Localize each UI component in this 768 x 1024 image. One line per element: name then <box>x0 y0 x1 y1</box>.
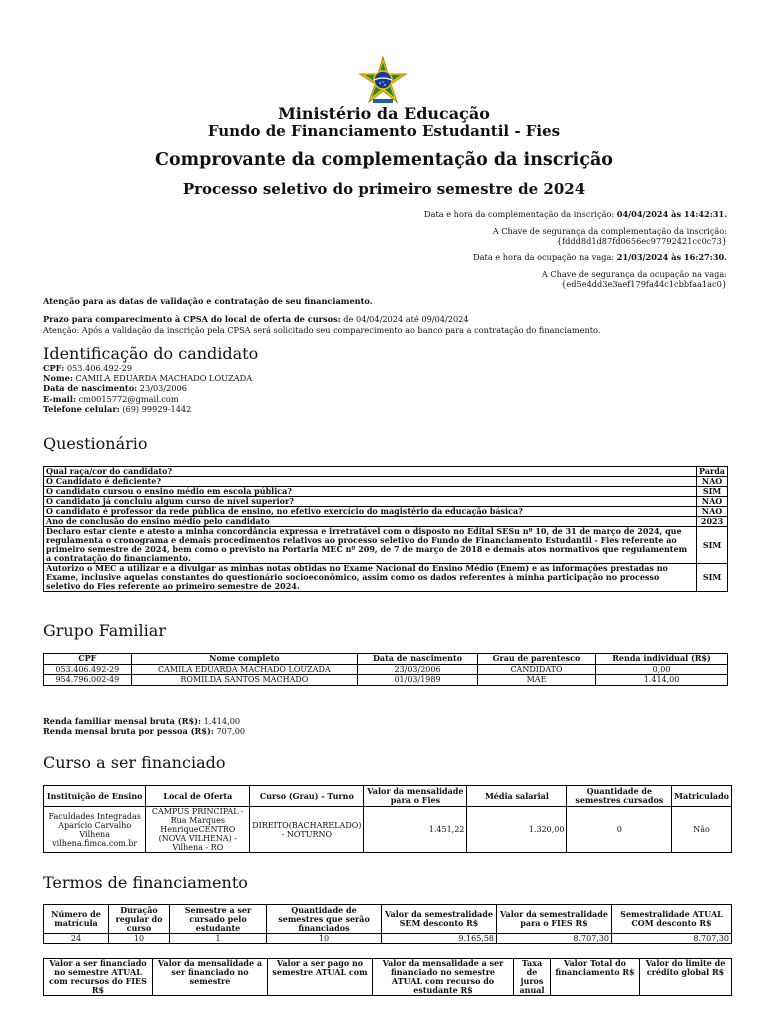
question-cell: O candidato é professor da rede pública de ensino, no efetivo exercício do magistério da educação básica? <box>44 507 697 517</box>
grupo-familiar-table <box>43 653 728 686</box>
identificacao-title: Identificação do candidato <box>43 344 259 363</box>
answer-cell: SIM <box>697 564 728 592</box>
nascimento-value: 23/03/2006 <box>137 383 187 394</box>
curso-title: Curso a ser financiado <box>43 753 226 772</box>
header-recurso-estudante: Valor da mensalidade a ser financiado no semestre ATUAL com recurso do estudante R$ <box>373 959 514 996</box>
answer-cell: NÃO <box>697 507 728 517</box>
chave-complementacao-value: {fddd8d1d87fd0656ec97792421cc0c73} <box>556 236 727 246</box>
table-cell: CAMILA EDUARDA MACHADO LOUZADA <box>131 664 357 675</box>
answer-cell: NÃO <box>697 497 728 507</box>
answer-cell: SIM <box>697 487 728 497</box>
table-header-row <box>44 959 732 996</box>
ocupacao-datetime <box>473 252 727 262</box>
header-limite-credito: Valor do limite de crédito global R$ <box>640 959 732 996</box>
curso-table <box>43 785 732 853</box>
renda-familiar-line <box>43 716 245 726</box>
header-media-salarial: Média salarial <box>467 786 567 807</box>
prazo-line <box>43 314 469 324</box>
question-cell: Qual raça/cor do candidato? <box>44 467 697 477</box>
nome-line <box>43 373 252 383</box>
questionario-title: Questionário <box>43 434 148 453</box>
table-cell: 1.320,00 <box>467 807 567 853</box>
nome-value: CAMILA EDUARDA MACHADO LOUZADA <box>72 373 253 384</box>
chave-ocupacao-value: {ed5e4dd3e3aef179fa44c1cbbfaa1ac0} <box>561 279 727 289</box>
grupo-familiar-title: Grupo Familiar <box>43 621 166 640</box>
atencao-validacao: Atenção: Após a validação da inscrição pela CPSA será solicitado seu comparecimento ao banco para a contratação do financiamento. <box>43 325 601 335</box>
renda-summary <box>43 716 245 736</box>
answer-cell: NÃO <box>697 477 728 487</box>
chave-ocupacao-label: A Chave de segurança da ocupação na vaga: <box>541 269 727 279</box>
question-cell: Autorizo o MEC a utilizar e a divulgar as minhas notas obtidas no Exame Nacional do Ensino Médio (Enem) e as informações prestadas no Exame, inclusive aquelas constantes do questionário socioeconômico, assim como os dados referentes à minha participação no processo seletivo do Fies referente ao primeiro semestre de 2024. <box>44 564 697 592</box>
header-com-desconto: Semestralidade ATUAL COM desconto R$ <box>612 905 732 934</box>
processo-title: Processo seletivo do primeiro semestre de 2024 <box>182 180 586 198</box>
chave-complementacao-label: A Chave de segurança da complementação da inscrição: <box>492 226 727 236</box>
answer-cell: SIM <box>697 527 728 564</box>
email-line <box>43 394 252 404</box>
header-financiado-fies: Valor a ser financiado no semestre ATUAL com recursos do FIES R$ <box>44 959 153 996</box>
header-curso: Curso (Grau) - Turno <box>250 786 364 807</box>
table-cell: CAMPUS PRINCIPAL - Rua Marques HenriqueCENTRO (NOVA VILHENA) - Vilhena - RO <box>146 807 250 853</box>
nascimento-label: Data de nascimento: <box>43 383 138 394</box>
question-cell: Declaro estar ciente e atesto a minha concordância expressa e irretratável com o disposto no Edital SESu nº 10, de 31 de março de 2024, que regulamenta o cronograma e demais procedimentos relativos ao processo seletivo do Fundo de Financiamento Estudantil - Fies referente ao primeiro semestre de 2024, bem como o previsto na Portaria MEC nº 209, de 7 de março de 2018 e demais atos normativos que regulamentem a contratação do financiamento. <box>44 527 697 564</box>
table-row <box>44 477 728 487</box>
table-cell: 9.165,58 <box>382 934 497 944</box>
question-cell: Ano de conclusão do ensino médio pelo candidato <box>44 517 697 527</box>
table-cell: DIREITO(BACHARELADO) - NOTURNO <box>250 807 364 853</box>
table-cell: 24 <box>44 934 109 944</box>
prazo-label: Prazo para comparecimento à CPSA do local de oferta de cursos: <box>43 314 341 324</box>
question-cell: O candidato cursou o ensino médio em escola pública? <box>44 487 697 497</box>
header-duracao: Duração regular do curso <box>109 905 170 934</box>
header-instituicao: Instituição de Ensino <box>44 786 146 807</box>
table-row <box>44 517 728 527</box>
table-row <box>44 507 728 517</box>
nome-label: Nome: <box>43 373 73 384</box>
ministerio-title: Ministério da Educação <box>278 104 490 123</box>
table-cell: 01/03/1989 <box>358 675 478 686</box>
renda-familiar-label: Renda familiar mensal bruta (R$): <box>43 716 202 726</box>
header-semestres: Quantidade de semestres cursados <box>567 786 672 807</box>
header-sem-desconto: Valor da semestralidade SEM desconto R$ <box>382 905 497 934</box>
cpf-line <box>43 363 252 373</box>
table-cell: Não <box>672 807 732 853</box>
header-local: Local de Oferta <box>146 786 250 807</box>
renda-pessoa-label: Renda mensal bruta por pessoa (R$): <box>43 726 214 736</box>
table-cell: 23/03/2006 <box>358 664 478 675</box>
ocupacao-value: 21/03/2024 às 16:27:30. <box>616 252 727 262</box>
table-row <box>44 487 728 497</box>
termos-table-2 <box>43 958 732 996</box>
header-nome: Nome completo <box>131 654 357 665</box>
table-cell: 1.451,22 <box>364 807 467 853</box>
header-taxa-juros: Taxa de juros anual <box>514 959 551 996</box>
header-valor-pago: Valor a ser pago no semestre ATUAL com <box>268 959 373 996</box>
complementacao-value: 04/04/2024 às 14:42:31. <box>616 209 727 219</box>
header-renda: Renda individual (R$) <box>596 654 728 665</box>
header-para-fies: Valor da semestralidade para o FIES R$ <box>497 905 612 934</box>
chave-complementacao <box>493 226 727 246</box>
header-cpf: CPF <box>44 654 132 665</box>
header-matriculado: Matriculado <box>672 786 732 807</box>
answer-cell: Parda <box>697 467 728 477</box>
chave-ocupacao <box>542 269 727 289</box>
header-valor-total: Valor Total do financiamento R$ <box>551 959 640 996</box>
termos-table <box>43 904 732 944</box>
table-row <box>44 527 728 564</box>
table-cell: Faculdades Integradas Aparício Carvalho Vilhena vilhena.fimca.com.br <box>44 807 146 853</box>
table-cell: MÃE <box>477 675 595 686</box>
cpf-value: 053.406.492-29 <box>64 363 133 373</box>
renda-pessoa-line <box>43 726 245 736</box>
table-row <box>44 807 732 853</box>
question-cell: O candidato já concluiu algum curso de nível superior? <box>44 497 697 507</box>
table-cell: CANDIDATO <box>477 664 595 675</box>
ocupacao-label: Data e hora da ocupação na vaga: <box>473 252 617 262</box>
termos-title: Termos de financiamento <box>43 873 248 892</box>
renda-pessoa-value: 707,00 <box>213 726 246 736</box>
prazo-value: de 04/04/2024 até 09/04/2024 <box>340 314 469 324</box>
questionario-table <box>43 466 728 592</box>
atencao-datas: Atenção para as datas de validação e contratação de seu financiamento. <box>43 296 373 306</box>
table-cell: 10 <box>267 934 382 944</box>
header-mensalidade: Valor da mensalidade para o Fies <box>364 786 467 807</box>
fundo-title: Fundo de Financiamento Estudantil - Fies <box>207 122 561 140</box>
brasao-seal-icon <box>358 56 408 106</box>
table-cell: 0 <box>567 807 672 853</box>
table-cell: 10 <box>109 934 170 944</box>
table-header-row <box>44 905 732 934</box>
complementacao-datetime <box>424 209 727 219</box>
email-label: E-mail: <box>43 393 77 404</box>
table-header-row <box>44 786 732 807</box>
cpf-label: CPF: <box>43 363 65 373</box>
answer-cell: 2023 <box>697 517 728 527</box>
candidato-info <box>43 363 252 414</box>
table-row <box>44 497 728 507</box>
header-mensalidade-financiada: Valor da mensalidade a ser financiado no semestre <box>153 959 268 996</box>
complementacao-label: Data e hora da complementação da inscrição: <box>424 209 617 219</box>
email-value: cm0015772@gmail.com <box>76 393 179 404</box>
table-cell: 8.707,30 <box>612 934 732 944</box>
table-cell: 053.406.492-29 <box>44 664 132 675</box>
renda-familiar-value: 1.414,00 <box>201 716 241 726</box>
telefone-label: Telefone celular: <box>43 403 120 414</box>
header-matricula: Número de matrícula <box>44 905 109 934</box>
nascimento-line <box>43 383 252 393</box>
header-parentesco: Grau de parentesco <box>477 654 595 665</box>
question-cell: O Candidato é deficiente? <box>44 477 697 487</box>
header-qtd-semestres: Quantidade de semestres que serão financiados <box>267 905 382 934</box>
comprovante-title: Comprovante da complementação da inscrição <box>155 150 613 170</box>
telefone-value: (69) 99929-1442 <box>119 403 192 414</box>
telefone-line <box>43 404 252 414</box>
table-cell: 8.707,30 <box>497 934 612 944</box>
table-header-row <box>44 654 728 665</box>
table-row <box>44 934 732 944</box>
table-cell: 0,00 <box>596 664 728 675</box>
table-row <box>44 675 728 686</box>
header-nascimento: Data de nascimento <box>358 654 478 665</box>
table-row <box>44 564 728 592</box>
table-row <box>44 467 728 477</box>
header-semestre: Semestre a ser cursado pelo estudante <box>170 905 267 934</box>
table-row <box>44 664 728 675</box>
table-cell: 1 <box>170 934 267 944</box>
table-cell: 1.414,00 <box>596 675 728 686</box>
table-cell: 954.796.002-49 <box>44 675 132 686</box>
table-cell: ROMILDA SANTOS MACHADO <box>131 675 357 686</box>
